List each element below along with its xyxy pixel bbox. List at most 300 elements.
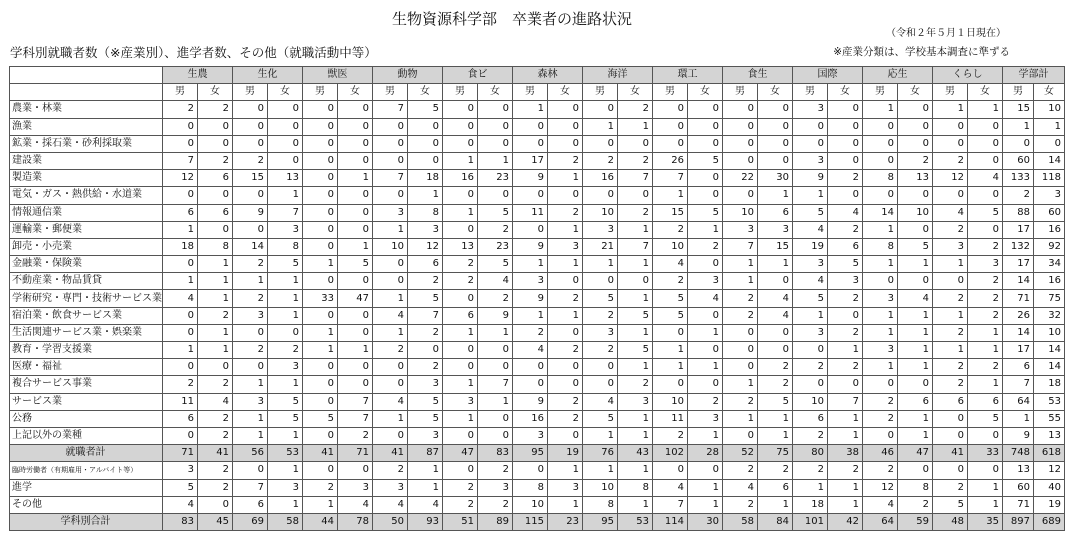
female-header: 女 [618,84,653,101]
value-cell: 5 [758,393,793,410]
value-cell: 0 [198,359,233,376]
value-cell: 0 [233,118,268,135]
value-cell: 0 [688,118,723,135]
value-cell: 2 [933,152,968,169]
value-cell: 1 [268,273,303,290]
value-cell: 3 [163,462,198,479]
value-cell: 2 [723,290,758,307]
female-header: 女 [478,84,513,101]
value-cell: 0 [688,307,723,324]
value-cell: 0 [513,135,548,152]
row-label: 複合サービス事業 [10,376,163,393]
value-cell: 0 [443,359,478,376]
department-header: 動物 [373,67,443,84]
value-cell: 26 [1003,307,1034,324]
value-cell: 48 [933,513,968,530]
value-cell: 1 [268,307,303,324]
value-cell: 0 [303,273,338,290]
value-cell: 5 [793,204,828,221]
value-cell: 1 [793,307,828,324]
value-cell: 5 [828,256,863,273]
value-cell: 7 [1003,376,1034,393]
value-cell: 4 [933,204,968,221]
value-cell: 1 [268,290,303,307]
value-cell: 75 [1034,290,1065,307]
male-header: 男 [303,84,338,101]
value-cell: 13 [443,238,478,255]
corner-cell [10,67,163,84]
value-cell: 1 [408,187,443,204]
value-cell: 0 [268,324,303,341]
value-cell: 2 [163,376,198,393]
value-cell: 3 [793,324,828,341]
value-cell: 12 [408,238,443,255]
value-cell: 14 [1034,152,1065,169]
value-cell: 1 [548,221,583,238]
value-cell: 3 [863,342,898,359]
value-cell: 0 [968,221,1003,238]
value-cell: 0 [863,376,898,393]
value-cell: 1 [688,359,723,376]
value-cell: 0 [303,376,338,393]
value-cell: 0 [233,462,268,479]
value-cell: 3 [548,479,583,496]
value-cell: 2 [723,393,758,410]
industry-row [10,135,1065,152]
value-cell: 2 [933,479,968,496]
value-cell: 4 [758,290,793,307]
value-cell: 0 [583,376,618,393]
value-cell: 0 [1034,135,1065,152]
value-cell: 83 [478,445,513,462]
value-cell: 0 [303,221,338,238]
value-cell: 6 [933,393,968,410]
value-cell: 0 [443,187,478,204]
value-cell: 748 [1003,445,1034,462]
value-cell: 2 [548,342,583,359]
value-cell: 0 [898,273,933,290]
value-cell: 2 [583,152,618,169]
value-cell: 0 [408,152,443,169]
value-cell: 89 [478,513,513,530]
value-cell: 2 [653,427,688,444]
value-cell: 5 [583,290,618,307]
value-cell: 3 [688,410,723,427]
value-cell: 0 [478,118,513,135]
value-cell: 0 [548,101,583,118]
value-cell: 0 [723,152,758,169]
value-cell: 2 [198,101,233,118]
value-cell: 4 [863,496,898,513]
value-cell: 0 [163,307,198,324]
value-cell: 0 [443,427,478,444]
value-cell: 0 [443,221,478,238]
value-cell: 0 [548,427,583,444]
value-cell: 2 [198,479,233,496]
industry-row [10,187,1065,204]
value-cell: 0 [863,427,898,444]
value-cell: 0 [513,376,548,393]
value-cell: 1 [443,152,478,169]
value-cell: 3 [618,393,653,410]
value-cell: 3 [513,273,548,290]
value-cell: 0 [1003,135,1034,152]
value-cell: 0 [688,462,723,479]
row-label: 運輸業・郵便業 [10,221,163,238]
value-cell: 2 [233,290,268,307]
value-cell: 9 [513,170,548,187]
value-cell: 69 [233,513,268,530]
department-header: くらし [933,67,1003,84]
value-cell: 0 [443,135,478,152]
value-cell: 11 [653,410,688,427]
value-cell: 133 [1003,170,1034,187]
value-cell: 0 [898,118,933,135]
value-cell: 8 [618,479,653,496]
value-cell: 0 [443,290,478,307]
value-cell: 0 [338,376,373,393]
value-cell: 618 [1034,445,1065,462]
value-cell: 14 [1034,342,1065,359]
value-cell: 1 [618,256,653,273]
value-cell: 0 [723,187,758,204]
value-cell: 1 [618,427,653,444]
value-cell: 1 [863,324,898,341]
department-header: 食生 [723,67,793,84]
value-cell: 0 [548,135,583,152]
value-cell: 1 [268,376,303,393]
row-label: 学科別合計 [10,513,163,530]
row-label: 電気・ガス・熱供給・水道業 [10,187,163,204]
value-cell: 0 [373,359,408,376]
value-cell: 5 [268,393,303,410]
value-cell: 1 [233,410,268,427]
female-header: 女 [408,84,443,101]
value-cell: 80 [793,445,828,462]
value-cell: 7 [338,393,373,410]
value-cell: 0 [198,187,233,204]
value-cell: 8 [268,238,303,255]
value-cell: 1 [373,290,408,307]
male-header: 男 [163,84,198,101]
value-cell: 2 [548,393,583,410]
value-cell: 4 [583,393,618,410]
other-row [10,479,1065,496]
row-label: その他 [10,496,163,513]
value-cell: 0 [548,118,583,135]
value-cell: 2 [863,410,898,427]
value-cell: 0 [233,221,268,238]
value-cell: 0 [233,359,268,376]
value-cell: 1 [688,427,723,444]
value-cell: 2 [828,221,863,238]
female-header: 女 [548,84,583,101]
value-cell: 1 [653,187,688,204]
value-cell: 2 [758,462,793,479]
value-cell: 1 [198,256,233,273]
value-cell: 1 [408,479,443,496]
row-label: 上記以外の業種 [10,427,163,444]
value-cell: 5 [793,290,828,307]
value-cell: 1 [758,427,793,444]
value-cell: 5 [618,307,653,324]
value-cell: 2 [968,273,1003,290]
value-cell: 0 [723,135,758,152]
value-cell: 0 [618,273,653,290]
value-cell: 9 [233,204,268,221]
male-header: 男 [723,84,758,101]
value-cell: 0 [268,135,303,152]
value-cell: 4 [793,221,828,238]
value-cell: 33 [303,290,338,307]
value-cell: 0 [303,101,338,118]
value-cell: 2 [443,496,478,513]
value-cell: 8 [863,238,898,255]
male-header: 男 [233,84,268,101]
value-cell: 0 [653,376,688,393]
industry-row [10,101,1065,118]
value-cell: 0 [933,462,968,479]
value-cell: 115 [513,513,548,530]
value-cell: 2 [723,462,758,479]
male-header: 男 [513,84,548,101]
value-cell: 1 [688,496,723,513]
value-cell: 1 [443,204,478,221]
value-cell: 0 [338,462,373,479]
value-cell: 2 [198,307,233,324]
value-cell: 2 [408,273,443,290]
value-cell: 38 [828,445,863,462]
value-cell: 10 [723,204,758,221]
industry-row [10,427,1065,444]
value-cell: 1 [618,359,653,376]
male-header: 男 [583,84,618,101]
value-cell: 7 [723,238,758,255]
value-cell: 1 [863,359,898,376]
value-cell: 1 [373,221,408,238]
value-cell: 64 [1003,393,1034,410]
other-row [10,496,1065,513]
male-header: 男 [933,84,968,101]
value-cell: 118 [1034,170,1065,187]
value-cell: 6 [163,204,198,221]
value-cell: 7 [653,170,688,187]
value-cell: 2 [863,393,898,410]
value-cell: 12 [863,479,898,496]
value-cell: 1 [898,359,933,376]
industry-row [10,118,1065,135]
value-cell: 8 [583,496,618,513]
value-cell: 26 [653,152,688,169]
value-cell: 3 [233,393,268,410]
value-cell: 1 [198,342,233,359]
value-cell: 0 [198,221,233,238]
value-cell: 2 [968,307,1003,324]
value-cell: 1 [758,496,793,513]
value-cell: 47 [898,445,933,462]
value-cell: 17 [1003,221,1034,238]
value-cell: 2 [828,290,863,307]
value-cell: 2 [478,221,513,238]
industry-row [10,273,1065,290]
female-header: 女 [688,84,723,101]
row-label: サービス業 [10,393,163,410]
value-cell: 0 [793,342,828,359]
value-cell: 1 [163,342,198,359]
value-cell: 1 [583,462,618,479]
value-cell: 2 [548,204,583,221]
value-cell: 1 [548,170,583,187]
value-cell: 1 [198,324,233,341]
male-header: 男 [793,84,828,101]
value-cell: 0 [968,187,1003,204]
value-cell: 0 [408,118,443,135]
value-cell: 0 [198,118,233,135]
value-cell: 1 [723,410,758,427]
value-cell: 0 [933,187,968,204]
value-cell: 8 [863,170,898,187]
value-cell: 1 [863,221,898,238]
value-cell: 1 [968,376,1003,393]
value-cell: 0 [338,324,373,341]
value-cell: 3 [793,152,828,169]
row-label: 製造業 [10,170,163,187]
value-cell: 0 [968,152,1003,169]
value-cell: 41 [303,445,338,462]
value-cell: 897 [1003,513,1034,530]
value-cell: 19 [793,238,828,255]
value-cell: 5 [408,101,443,118]
value-cell: 2 [443,273,478,290]
value-cell: 30 [758,170,793,187]
value-cell: 4 [373,496,408,513]
value-cell: 0 [758,273,793,290]
value-cell: 0 [723,427,758,444]
value-cell: 1 [163,221,198,238]
value-cell: 0 [863,152,898,169]
row-label: 公務 [10,410,163,427]
value-cell: 4 [198,393,233,410]
value-cell: 1 [233,376,268,393]
value-cell: 7 [828,393,863,410]
male-header: 男 [653,84,688,101]
value-cell: 92 [1034,238,1065,255]
value-cell: 0 [653,462,688,479]
value-cell: 1 [513,307,548,324]
value-cell: 60 [1034,204,1065,221]
value-cell: 10 [653,393,688,410]
value-cell: 0 [758,118,793,135]
value-cell: 1 [898,410,933,427]
value-cell: 7 [373,101,408,118]
value-cell: 1 [618,462,653,479]
value-cell: 1 [513,101,548,118]
employed-total-row [10,445,1065,462]
value-cell: 0 [828,135,863,152]
value-cell: 1 [268,496,303,513]
value-cell: 2 [828,170,863,187]
row-label: 学術研究・専門・技術サービス業 [10,290,163,307]
value-cell: 0 [373,376,408,393]
value-cell: 2 [198,152,233,169]
value-cell: 0 [338,135,373,152]
value-cell: 0 [303,152,338,169]
value-cell: 0 [583,273,618,290]
value-cell: 0 [338,221,373,238]
value-cell: 0 [863,187,898,204]
value-cell: 0 [338,101,373,118]
value-cell: 0 [968,427,1003,444]
value-cell: 22 [723,170,758,187]
value-cell: 5 [163,479,198,496]
value-cell: 12 [163,170,198,187]
value-cell: 1 [758,187,793,204]
value-cell: 0 [898,376,933,393]
value-cell: 0 [303,118,338,135]
value-cell: 2 [723,496,758,513]
female-header: 女 [828,84,863,101]
value-cell: 0 [723,118,758,135]
value-cell: 88 [1003,204,1034,221]
value-cell: 5 [653,307,688,324]
value-cell: 0 [373,427,408,444]
value-cell: 0 [408,135,443,152]
value-cell: 40 [1034,479,1065,496]
department-header: 生農 [163,67,233,84]
value-cell: 83 [163,513,198,530]
value-cell: 1 [968,101,1003,118]
value-cell: 0 [338,307,373,324]
value-cell: 2 [618,101,653,118]
department-header: 生化 [233,67,303,84]
value-cell: 5 [478,256,513,273]
value-cell: 41 [373,445,408,462]
corner-cell [10,84,163,101]
value-cell: 95 [513,445,548,462]
value-cell: 2 [933,324,968,341]
value-cell: 1 [618,118,653,135]
value-cell: 4 [653,256,688,273]
value-cell: 3 [373,479,408,496]
value-cell: 64 [863,513,898,530]
value-cell: 0 [303,187,338,204]
value-cell: 0 [898,462,933,479]
value-cell: 2 [163,101,198,118]
value-cell: 0 [933,135,968,152]
value-cell: 87 [408,445,443,462]
career-table [9,66,1065,531]
value-cell: 16 [513,410,548,427]
value-cell: 6 [758,204,793,221]
value-cell: 2 [478,462,513,479]
value-cell: 2 [898,496,933,513]
value-cell: 10 [373,238,408,255]
value-cell: 689 [1034,513,1065,530]
value-cell: 0 [338,204,373,221]
value-cell: 3 [793,256,828,273]
value-cell: 3 [583,221,618,238]
value-cell: 0 [408,342,443,359]
department-header: 森林 [513,67,583,84]
value-cell: 23 [548,513,583,530]
value-cell: 7 [373,170,408,187]
value-cell: 0 [723,359,758,376]
value-cell: 0 [758,101,793,118]
value-cell: 8 [198,238,233,255]
value-cell: 7 [618,170,653,187]
value-cell: 2 [548,152,583,169]
value-cell: 0 [758,152,793,169]
